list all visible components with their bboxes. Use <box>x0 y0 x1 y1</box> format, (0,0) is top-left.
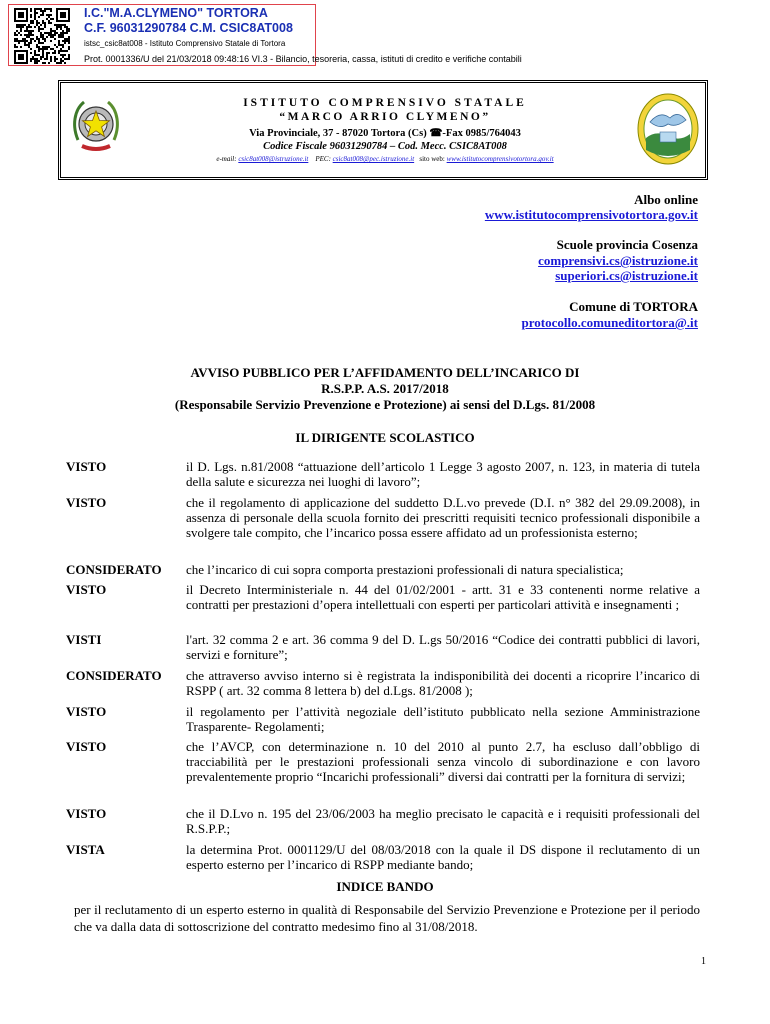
clause-text: il Decreto Interministeriale n. 44 del 01/02/2001 - artt. 31 e 33 contenenti norme relative a contratti per prestazioni d’opera intellettuali con esperti per particolari attività e insegnamenti ; <box>186 582 700 613</box>
indice-text: per il reclutamento di un esperto esterno in qualità di Responsabile del Servizio Prevenzione e Protezione per il periodo che va dalla data di sottoscrizione del contratto medesimo fino al 31/08/2018. <box>74 902 700 934</box>
recipient-albo-link[interactable]: www.istitutocomprensivotortora.gov.it <box>484 207 698 222</box>
notice-title-1: AVVISO PUBBLICO PER L’AFFIDAMENTO DELL’INCARICO DI <box>190 365 580 380</box>
recipient-schools-link-2[interactable]: superiori.cs@istruzione.it <box>555 268 698 283</box>
web-label: sito web: <box>419 155 445 163</box>
stamp-protocol: Prot. 0001336/U del 21/03/2018 09:48:16 VI.3 - Bilancio, tesoreria, cassa, istituti di credito e verifiche contabili <box>84 54 522 64</box>
recipient-schools: Scuole provincia Cosenza <box>556 237 698 252</box>
clause-text: che attraverso avviso interno si è registrata la indisponibilità dei docenti a ricoprire l’incarico di RSPP ( art. 32 comma 8 lettera b) del d.Lgs. 81/2008 ); <box>186 668 700 699</box>
stamp-codes: C.F. 96031290784 C.M. CSIC8AT008 <box>84 21 293 35</box>
recipient-municipality: Comune di TORTORA <box>569 299 698 314</box>
page-number: 1 <box>701 956 706 967</box>
recipient-albo: Albo online <box>634 192 698 207</box>
qr-code-icon <box>14 8 70 64</box>
pec-link[interactable]: csic8at008@pec.istruzione.it <box>332 155 415 163</box>
clause-label: CONSIDERATO <box>66 562 162 577</box>
stamp-school-name: I.C."M.A.CLYMENO" TORTORA <box>84 6 268 20</box>
signatory-heading: IL DIRIGENTE SCOLASTICO <box>295 430 475 445</box>
pec-label: PEC: <box>315 155 331 163</box>
clause-label: VISTA <box>66 842 105 857</box>
clause-text: che l’AVCP, con determinazione n. 10 del 2010 al punto 2.7, ha escluso dall’obbligo di tracciabilità per le prestazioni professionali senza vincolo di subordinazione e con lavoro prevalentemente proprio “Incarichi professionali” diversi dai contratti per la fornitura di servizi; <box>186 739 700 785</box>
institute-name: “MARCO ARRIO CLYMENO” <box>279 111 491 123</box>
notice-title-3: (Responsabile Servizio Prevenzione e Protezione) ai sensi del D.Lgs. 81/2008 <box>174 397 596 412</box>
clause-text: che l’incarico di cui sopra comporta prestazioni professionali di natura specialistica; <box>186 562 624 577</box>
clause-label: VISTI <box>66 632 102 647</box>
institute-codes: Codice Fiscale 96031290784 – Cod. Mecc. CSIC8AT008 <box>263 141 507 152</box>
clause-label: CONSIDERATO <box>66 668 162 683</box>
recipient-schools-link-1[interactable]: comprensivi.cs@istruzione.it <box>538 253 698 268</box>
recipient-municipality-link[interactable]: protocollo.comuneditortora@.it <box>521 315 698 330</box>
clause-label: VISTO <box>66 459 107 474</box>
institute-address: Via Provinciale, 37 - 87020 Tortora (Cs) ☎-Fax 0985/764043 <box>249 128 521 139</box>
clause-label: VISTO <box>66 582 107 597</box>
stamp-registry: istsc_csic8at008 - Istituto Comprensivo Statale di Tortora <box>84 39 286 48</box>
indice-heading: INDICE BANDO <box>336 879 434 894</box>
clause-text: l'art. 32 comma 2 e art. 36 comma 9 del D. L.gs 50/2016 “Codice dei contratti pubblici di lavori, servizi e forniture”; <box>186 632 700 663</box>
institute-contacts <box>0 155 770 163</box>
notice-title-2: R.S.P.P. A.S. 2017/2018 <box>321 381 449 396</box>
clause-text: la determina Prot. 0001129/U del 08/03/2018 con la quale il DS dispone il reclutamento di un esperto esterno per l’incarico di RSPP mediante bando; <box>186 842 700 873</box>
clause-text: che il regolamento di applicazione del suddetto D.L.vo prevede (D.I. n° 382 del 29.09.2008), in assenza di personale della scuola fornito dei prescritti requisiti tecnico professionali disponibile a svolgere tale compito, che l’incarico possa essere affidato ad un professionista esterno; <box>186 495 700 541</box>
clause-text: che il D.Lvo n. 195 del 23/06/2003 ha meglio precisato le capacità e i requisiti professionali del R.S.P.P.; <box>186 806 700 837</box>
clause-text: il D. Lgs. n.81/2008 “attuazione dell’articolo 1 Legge 3 agosto 2007, n. 123, in materia di tutela della salute e sicurezza nei luoghi di lavoro”; <box>186 459 700 490</box>
clause-label: VISTO <box>66 739 107 754</box>
institute-type: ISTITUTO COMPRENSIVO STATALE <box>243 97 527 109</box>
email-label: e-mail: <box>216 155 237 163</box>
email-link[interactable]: csic8at008@istruzione.it <box>238 155 309 163</box>
clause-text: il regolamento per l’attività negoziale dell’istituto pubblicato nella sezione Amministrazione Trasparente- Regolamenti; <box>186 704 700 735</box>
clause-label: VISTO <box>66 495 107 510</box>
web-link[interactable]: www.istitutocomprensivotortora.gov.it <box>446 155 554 163</box>
clause-label: VISTO <box>66 704 107 719</box>
clause-label: VISTO <box>66 806 107 821</box>
